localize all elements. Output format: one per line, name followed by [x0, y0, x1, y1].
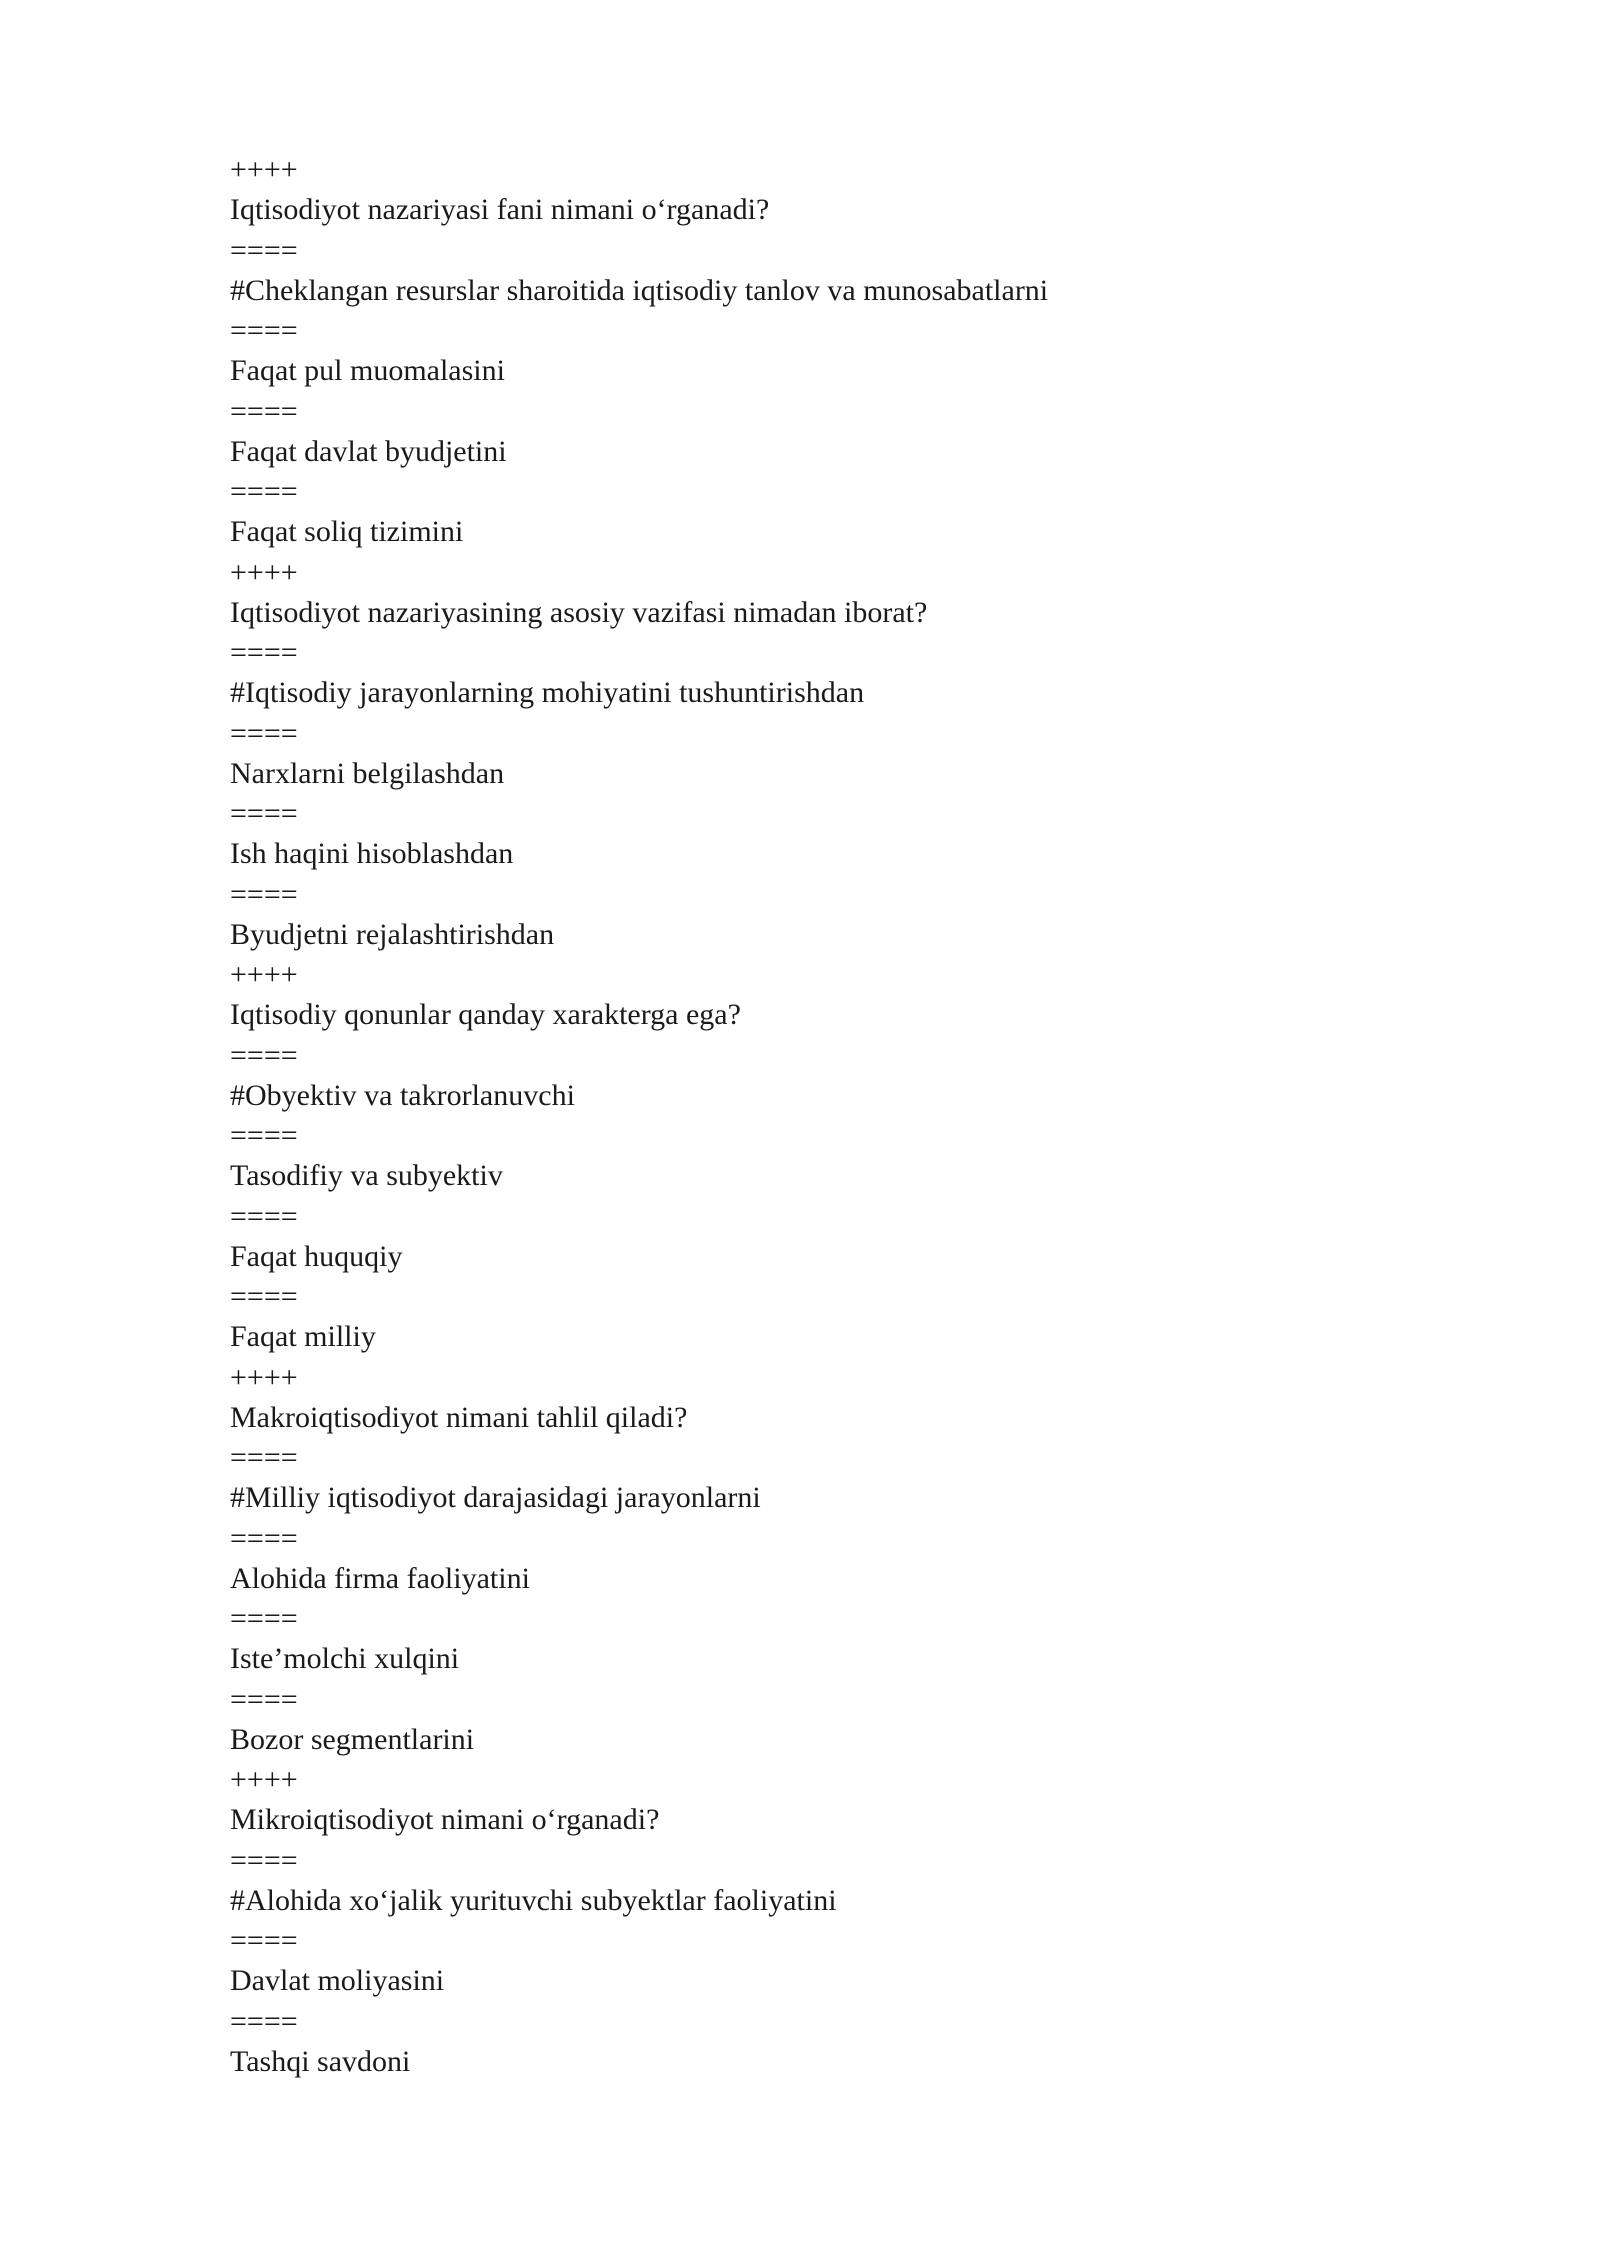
option: Byudjetni rejalashtirishdan: [230, 917, 555, 951]
option: Tasodifiy va subyektiv: [230, 1159, 503, 1193]
option-separator: ====: [230, 797, 298, 830]
option-separator: ====: [230, 2004, 298, 2038]
option: Tashqi savdoni: [230, 2044, 411, 2078]
question-marker: ++++: [230, 153, 298, 186]
option-separator: ====: [230, 1924, 298, 1957]
option-correct: #Milliy iqtisodiyot darajasidagi jarayonlarni: [230, 1481, 761, 1515]
option-correct: #Obyektiv va takrorlanuvchi: [230, 1078, 575, 1112]
option: Faqat soliq tizimini: [230, 515, 464, 549]
question-list: [230, 150, 1430, 2082]
option-separator: ====: [230, 1682, 298, 1716]
option-separator: ====: [230, 636, 298, 669]
option-separator: ====: [230, 475, 298, 508]
option: Faqat huquqiy: [230, 1239, 403, 1273]
question-text: Makroiqtisodiyot nimani tahlil qiladi?: [230, 1400, 688, 1434]
option-separator: ====: [230, 1843, 298, 1877]
question-text: Iqtisodiy qonunlar qanday xarakterga ega?: [230, 998, 741, 1032]
option-separator: ====: [230, 1602, 298, 1635]
option-separator: ====: [230, 1119, 298, 1152]
option-separator: ====: [230, 1280, 298, 1313]
option: Davlat moliyasini: [230, 1964, 445, 1998]
question-text: Mikroiqtisodiyot nimani o‘rganadi?: [230, 1803, 660, 1837]
option-correct: #Alohida xo‘jalik yurituvchi subyektlar faoliyatini: [230, 1883, 837, 1917]
option: Faqat milliy: [230, 1320, 376, 1354]
option-separator: ====: [230, 1199, 298, 1233]
question-marker: ++++: [230, 555, 298, 589]
option: Alohida firma faoliyatini: [230, 1561, 530, 1595]
option: Ish haqini hisoblashdan: [230, 837, 514, 871]
option: Faqat pul muomalasini: [230, 354, 505, 388]
option-separator: ====: [230, 1038, 298, 1072]
document-page: [230, 150, 1430, 2082]
option: Iste’molchi xulqini: [230, 1642, 460, 1676]
option-correct: #Iqtisodiy jarayonlarning mohiyatini tushuntirishdan: [230, 676, 865, 710]
option-separator: ====: [230, 233, 298, 267]
option-separator: ====: [230, 394, 298, 428]
question-text: Iqtisodiyot nazariyasi fani nimani o‘rganadi?: [230, 193, 770, 227]
question-text: Iqtisodiyot nazariyasining asosiy vazifasi nimadan iborat?: [230, 595, 928, 629]
option-correct: #Cheklangan resurslar sharoitida iqtisodiy tanlov va munosabatlarni: [230, 273, 1049, 307]
option: Faqat davlat byudjetini: [230, 434, 507, 468]
question-marker: ++++: [230, 1763, 298, 1796]
option: Narxlarni belgilashdan: [230, 756, 505, 790]
option-separator: ====: [230, 877, 298, 911]
question-marker: ++++: [230, 958, 298, 991]
option-separator: ====: [230, 716, 298, 750]
question-marker: ++++: [230, 1360, 298, 1394]
option-separator: ====: [230, 314, 298, 347]
option-separator: ====: [230, 1441, 298, 1474]
option: Bozor segmentlarini: [230, 1722, 475, 1756]
option-separator: ====: [230, 1521, 298, 1555]
